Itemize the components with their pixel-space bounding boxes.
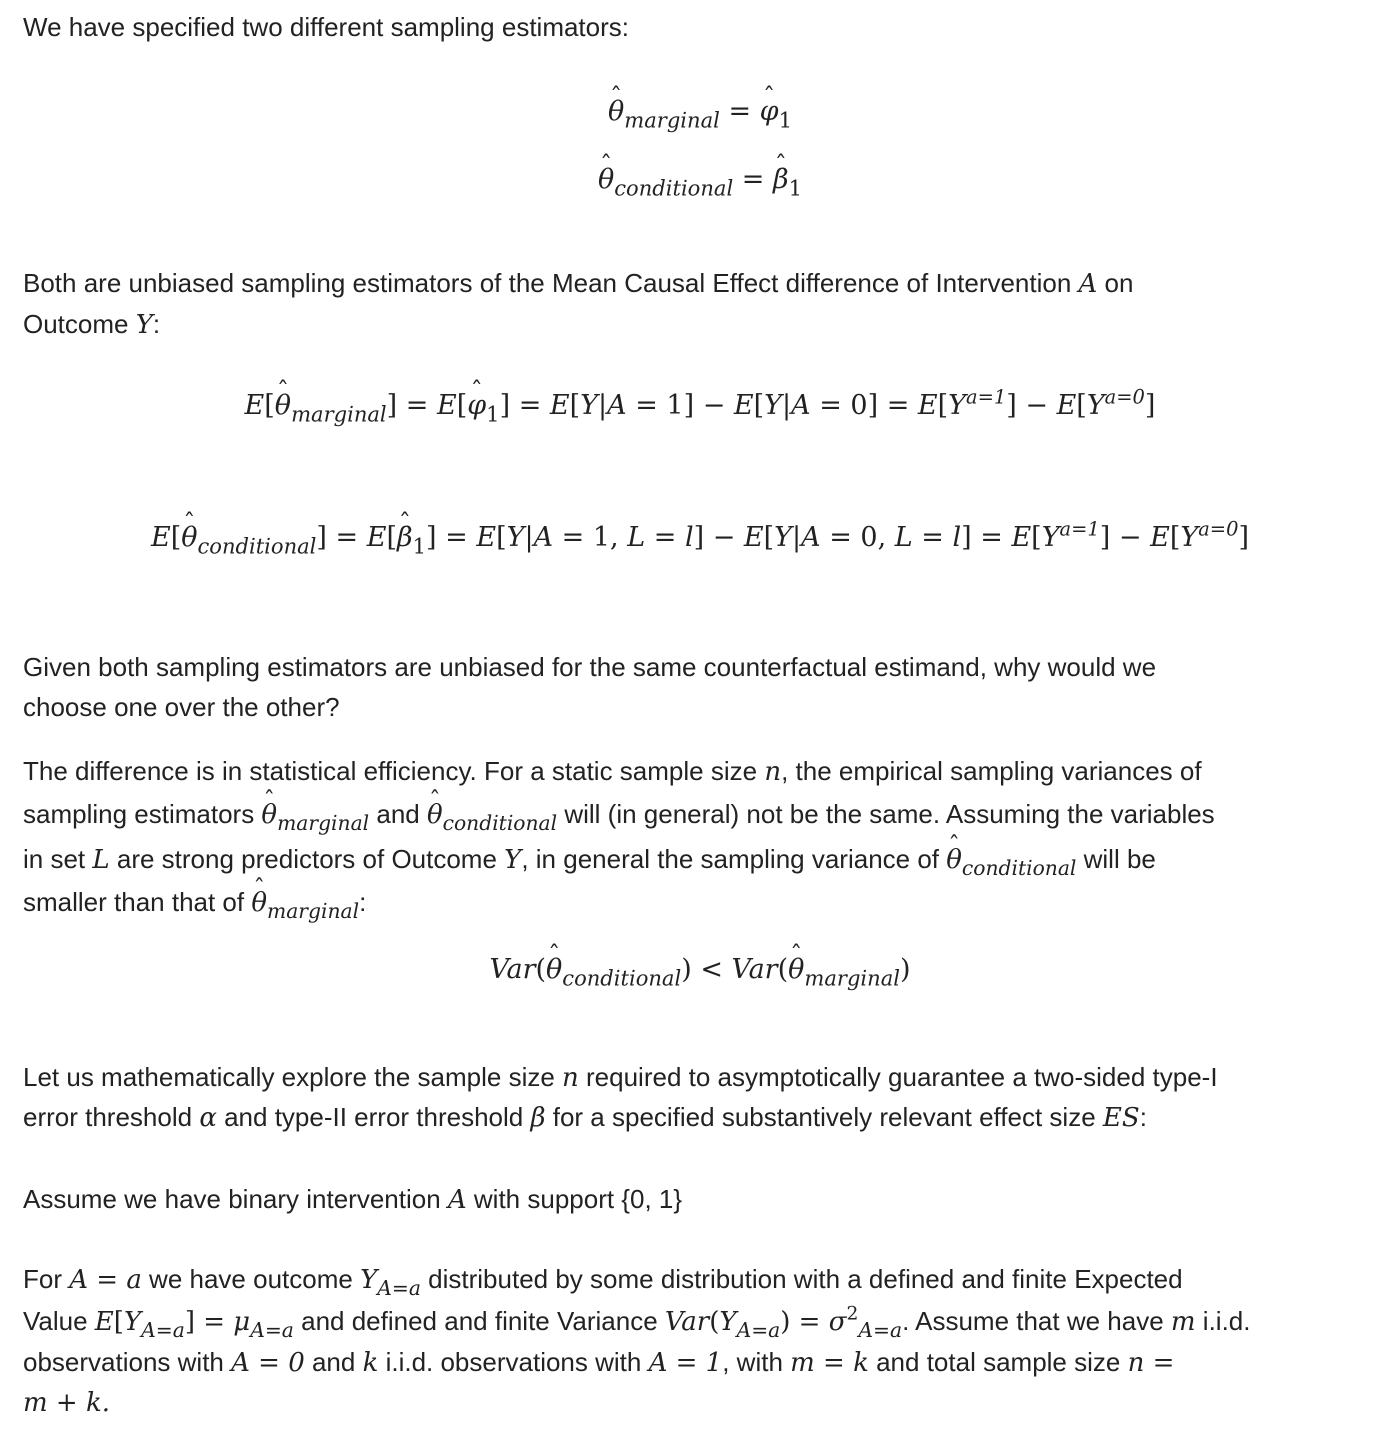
paragraph-distribution-3: observations with A = 0 and k i.i.d. observations with A = 1, with m = k and total sample size n = — [23, 1347, 1175, 1378]
paragraph-efficiency-2: sampling estimators ˆ $\theta_{marginal}$ and ˆ $\theta_{conditional}$ will (in general) not be the same. Assuming the variables — [23, 801, 1215, 828]
equation-variance-comparison: Var(ˆ $\theta_{conditional}$) < Var(ˆ $\theta_{marginal}$) — [0, 956, 1400, 983]
intro-text: We have specified two different sampling estimators: — [23, 12, 629, 42]
equation-expectation-marginal: E[ˆ $\theta_{marginal}$] = E[ˆ $\varphi_1] = E[Y|A = 1] - E[Y|A = 0] = E[Y^{a=1}] - E[Y^{a=0}]$ — [0, 392, 1400, 419]
paragraph-efficiency-3: in set L are strong predictors of Outcome Y, in general the sampling variance of ˆ $\theta_{conditional}$ will be — [23, 846, 1156, 873]
paragraph-distribution-2: Value $E[Y_{A=a}] = \mu_{A=a}$ and defined and finite Variance $Var(Y_{A=a}) = \sigma^2_{A=a}$. Assume that we have m i.i.d. — [23, 1303, 1251, 1343]
paragraph-unbiased-2: Outcome Y: — [23, 309, 161, 340]
paragraph-sample-size-2: error threshold α and type-II error threshold β for a specified substantively relevant effect size ES: — [23, 1102, 1147, 1133]
paragraph-binary-intervention: Assume we have binary intervention A with support {0, 1} — [23, 1184, 683, 1215]
paragraph-question-2: choose one over the other? — [23, 692, 340, 722]
paragraph-efficiency-1: The difference is in statistical efficiency. For a static sample size n, the empirical sampling variances of — [23, 756, 1202, 787]
paragraph-unbiased-1: Both are unbiased sampling estimators of the Mean Causal Effect difference of Intervention A on — [23, 268, 1134, 299]
equation-expectation-conditional: E[ˆ $\theta_{conditional}$] = E[ˆ $\beta_1] = E[Y|A = 1$, L = l] − E[Y|A = 0, $L = l] = E[Y^{a=1}] - E[Y^{a=0}]$ — [0, 524, 1400, 551]
paragraph-distribution-1: For A = a we have outcome $Y_{A=a}$ distributed by some distribution with a defined and finite Expected — [23, 1264, 1183, 1301]
equation-conditional: ˆ $\theta_{conditional}$ = ˆ $\beta_1$ — [0, 166, 1400, 193]
paragraph-distribution-4: m + k. — [23, 1388, 110, 1418]
paragraph-sample-size-1: Let us mathematically explore the sample size n required to asymptotically guarantee a two-sided type-I — [23, 1062, 1218, 1093]
paragraph-efficiency-4: smaller than that of ˆ $\theta_{marginal}$: — [23, 889, 366, 916]
equation-marginal: ˆ $\theta_{marginal}$ = ˆ $\varphi_1$ — [0, 98, 1400, 125]
paragraph-question-1: Given both sampling estimators are unbiased for the same counterfactual estimand, why would we — [23, 652, 1157, 682]
